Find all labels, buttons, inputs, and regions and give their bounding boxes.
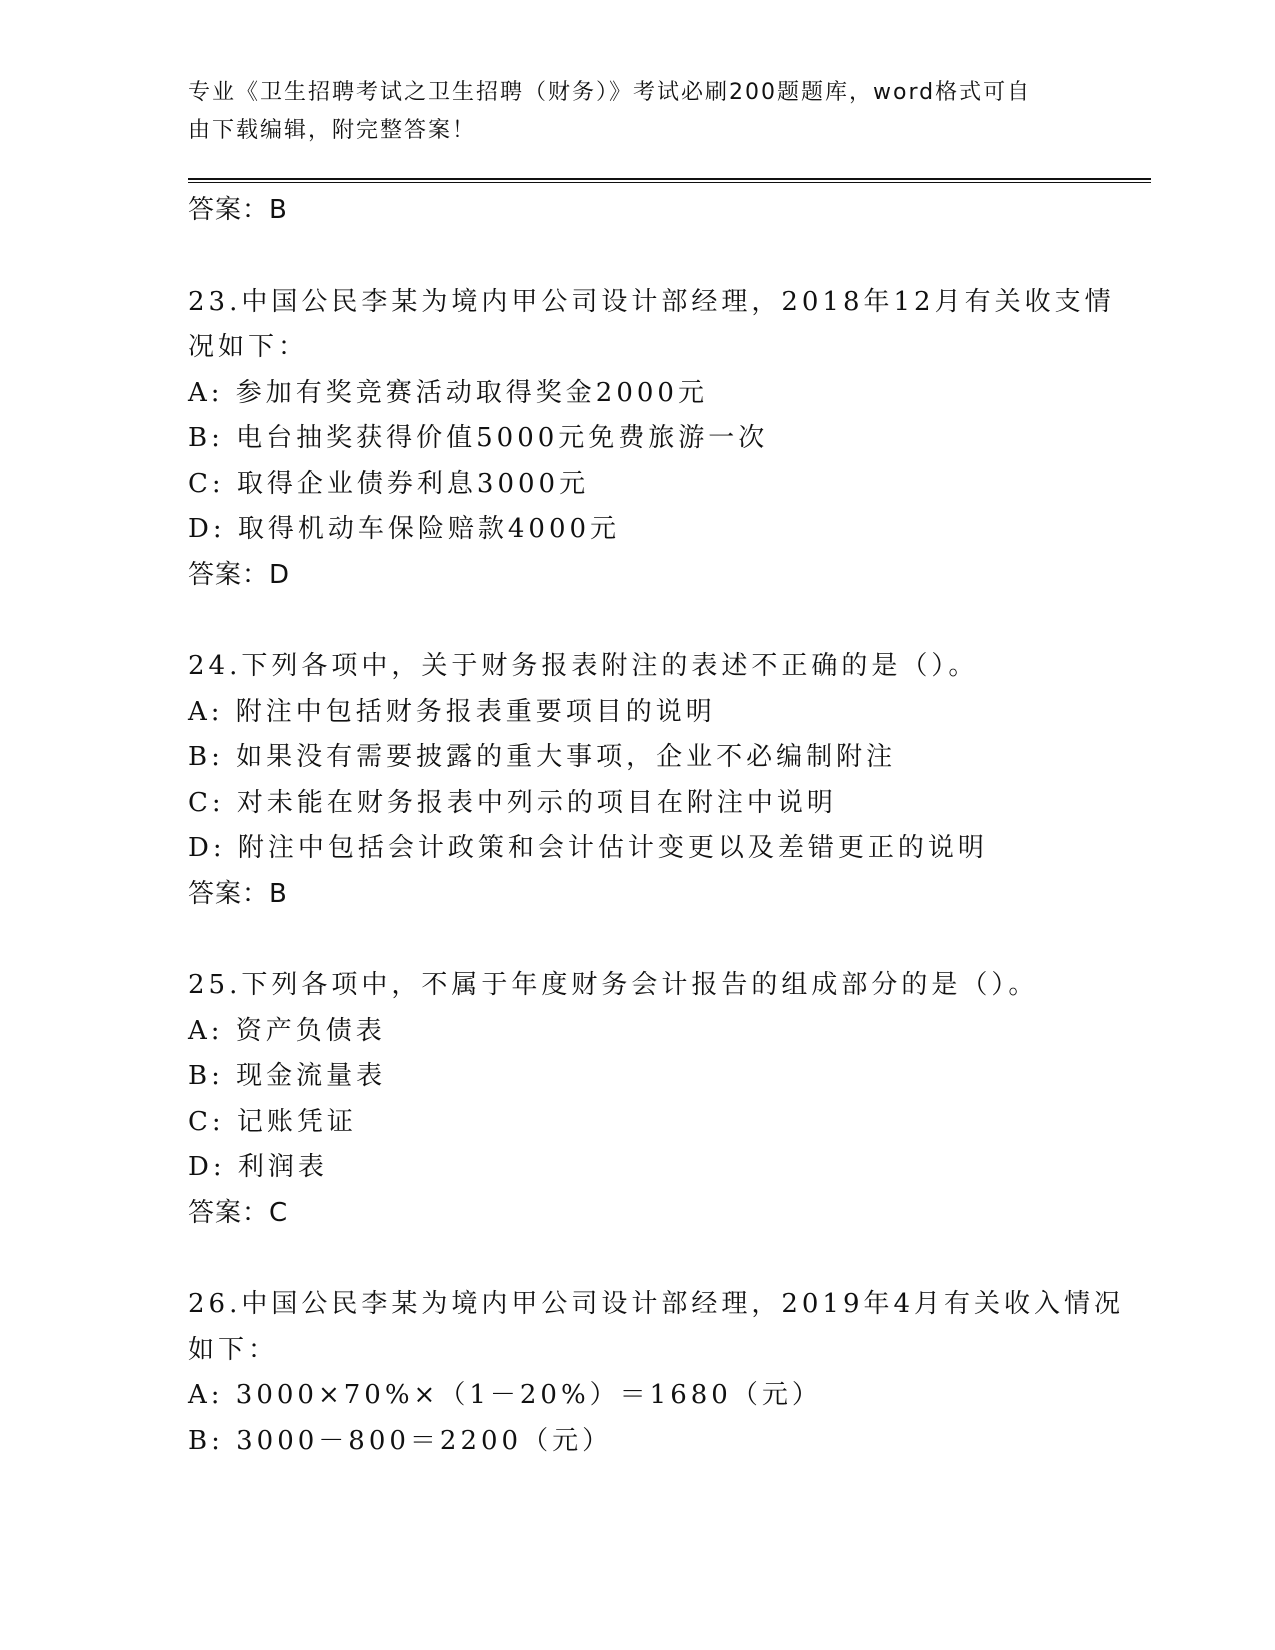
option-d: D: 利润表 <box>188 1152 328 1182</box>
question-stem-continued: 况如下： <box>188 332 309 362</box>
option-a: A: 3000×70%×（1－20%）＝1680（元） <box>188 1380 822 1410</box>
spacer <box>188 234 1088 280</box>
option-c: C: 取得企业债券利息3000元 <box>188 468 590 499</box>
spacer <box>188 917 1088 963</box>
question-26 <box>188 1282 1125 1464</box>
option-b: B: 如果没有需要披露的重大事项，企业不必编制附注 <box>188 742 897 772</box>
question-stem: 24.下列各项中，关于财务报表附注的表述不正确的是（）。 <box>188 651 979 681</box>
option-b: B: 电台抽奖获得价值5000元免费旅游一次 <box>188 423 769 453</box>
option-b: B: 现金流量表 <box>188 1061 387 1091</box>
answer-line: 答案：B <box>188 878 288 909</box>
option-c: C: 对未能在财务报表中列示的项目在附注中说明 <box>188 787 837 818</box>
question-23 <box>188 280 1115 599</box>
option-d: D: 取得机动车保险赔款4000元 <box>188 514 621 544</box>
spacer <box>188 1236 1088 1282</box>
answer-line: 答案：B <box>188 195 288 225</box>
question-stem: 23.中国公民李某为境内甲公司设计部经理，2018年12月有关收支情 <box>188 286 1115 317</box>
header-line-1: 专业《卫生招聘考试之卫生招聘（财务）》考试必刷200题题库，word格式可自 <box>188 80 1032 105</box>
question-25 <box>188 963 1088 1236</box>
question-stem-continued: 如下： <box>188 1334 279 1365</box>
option-a: A: 附注中包括财务报表重要项目的说明 <box>188 696 716 727</box>
question-stem: 26.中国公民李某为境内甲公司设计部经理，2019年4月有关收入情况 <box>188 1289 1125 1319</box>
option-c: C: 记账凭证 <box>188 1106 357 1137</box>
option-a: A: 参加有奖竞赛活动取得奖金2000元 <box>188 377 708 408</box>
question-stem: 25.下列各项中，不属于年度财务会计报告的组成部分的是（）。 <box>188 970 1039 1000</box>
header-line-2: 由下载编辑，附完整答案！ <box>188 118 477 143</box>
option-a: A: 资产负债表 <box>188 1015 386 1046</box>
answer-line: 答案：D <box>188 559 291 590</box>
answer-line: 答案：C <box>188 1197 289 1228</box>
option-d: D: 附注中包括会计政策和会计估计变更以及差错更正的说明 <box>188 833 988 863</box>
page-header <box>188 74 1068 150</box>
document-body <box>188 188 1125 1464</box>
header-divider <box>188 178 1151 183</box>
option-b: B: 3000－800＝2200（元） <box>188 1425 613 1456</box>
spacer <box>188 598 1088 644</box>
question-24 <box>188 644 1088 917</box>
